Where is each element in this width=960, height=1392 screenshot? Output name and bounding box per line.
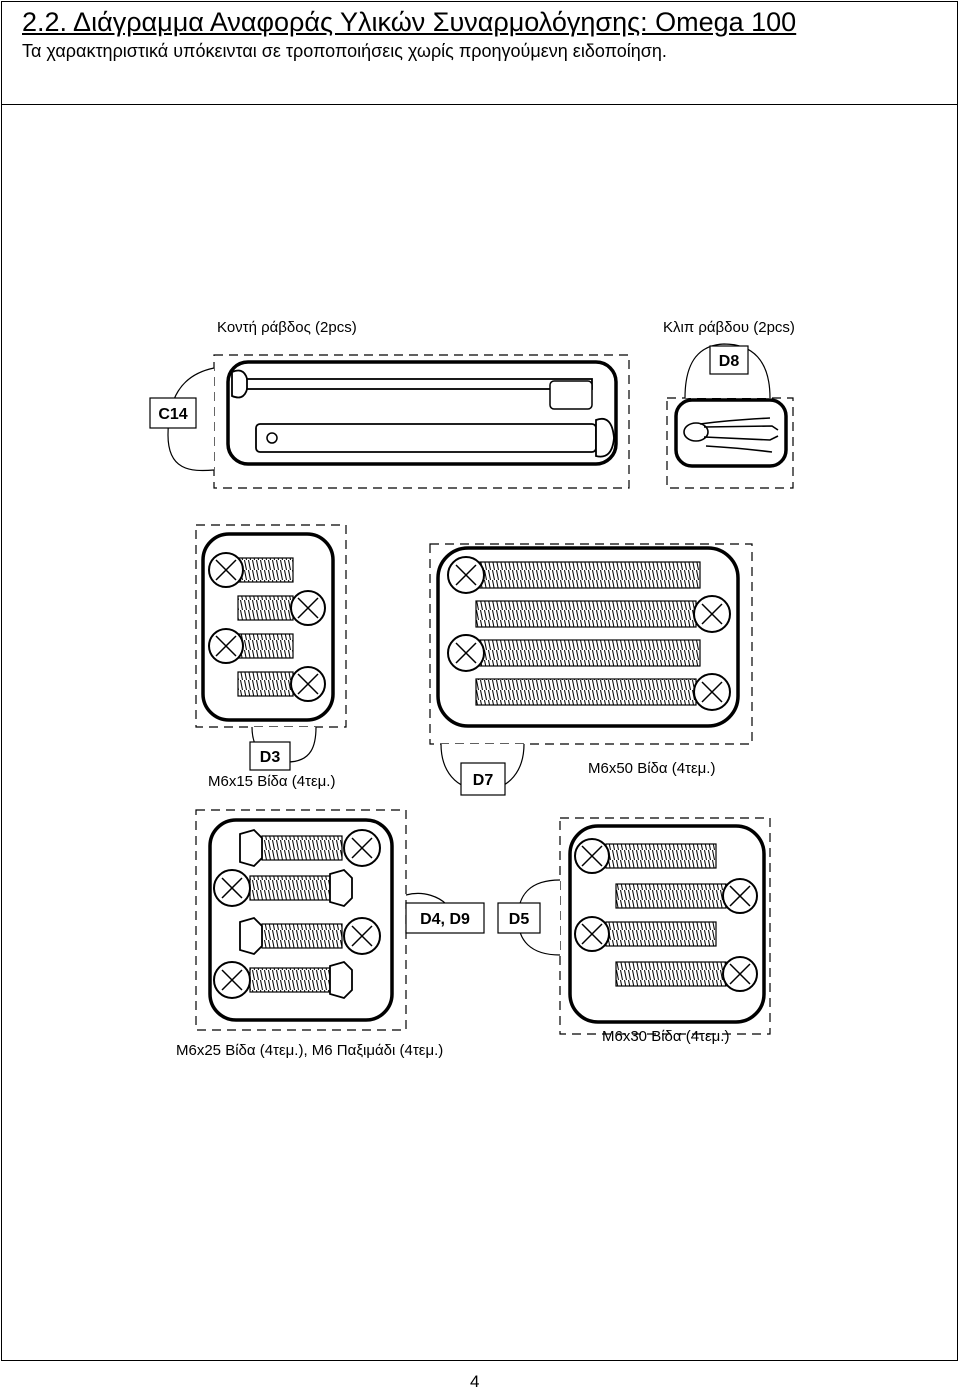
rod-clip-label: Κλιπ ράβδου (2pcs) (663, 319, 795, 336)
m6x30-label: M6x30 Βίδα (4τεμ.) (602, 1028, 730, 1045)
page-title: 2.2. Διάγραμμα Αναφοράς Υλικών Συναρμολόγησης: Omega 100 (22, 7, 797, 37)
m6x25-label: M6x25 Βίδα (4τεμ.), M6 Παξιμάδι (4τεμ.) (176, 1042, 444, 1059)
short-rod-section (150, 355, 629, 488)
m6x25-section (196, 810, 484, 1030)
page-subtitle: Τα χαρακτηριστικά υπόκεινται σε τροποποιήσεις χωρίς προηγούμενη ειδοποίηση. (22, 41, 667, 61)
m6x50-label: M6x50 Βίδα (4τεμ.) (588, 760, 716, 777)
code-badge-d4-d9: D4, D9 (420, 911, 470, 928)
code-badge-c14: C14 (158, 406, 188, 423)
code-badge-d5: D5 (508, 911, 530, 928)
m6x30-section (498, 818, 770, 1034)
page-number: 4 (470, 1372, 480, 1391)
m6x15-label: M6x15 Βίδα (4τεμ.) (208, 773, 336, 790)
rod-clip-section (667, 344, 793, 488)
short-rod-label: Κοντή ράβδος (2pcs) (217, 319, 357, 336)
m6x50-section (430, 544, 752, 795)
m6x15-section (196, 525, 346, 770)
code-badge-d3: D3 (259, 749, 281, 766)
code-badge-d7: D7 (472, 772, 494, 789)
code-badge-d8: D8 (718, 353, 740, 370)
